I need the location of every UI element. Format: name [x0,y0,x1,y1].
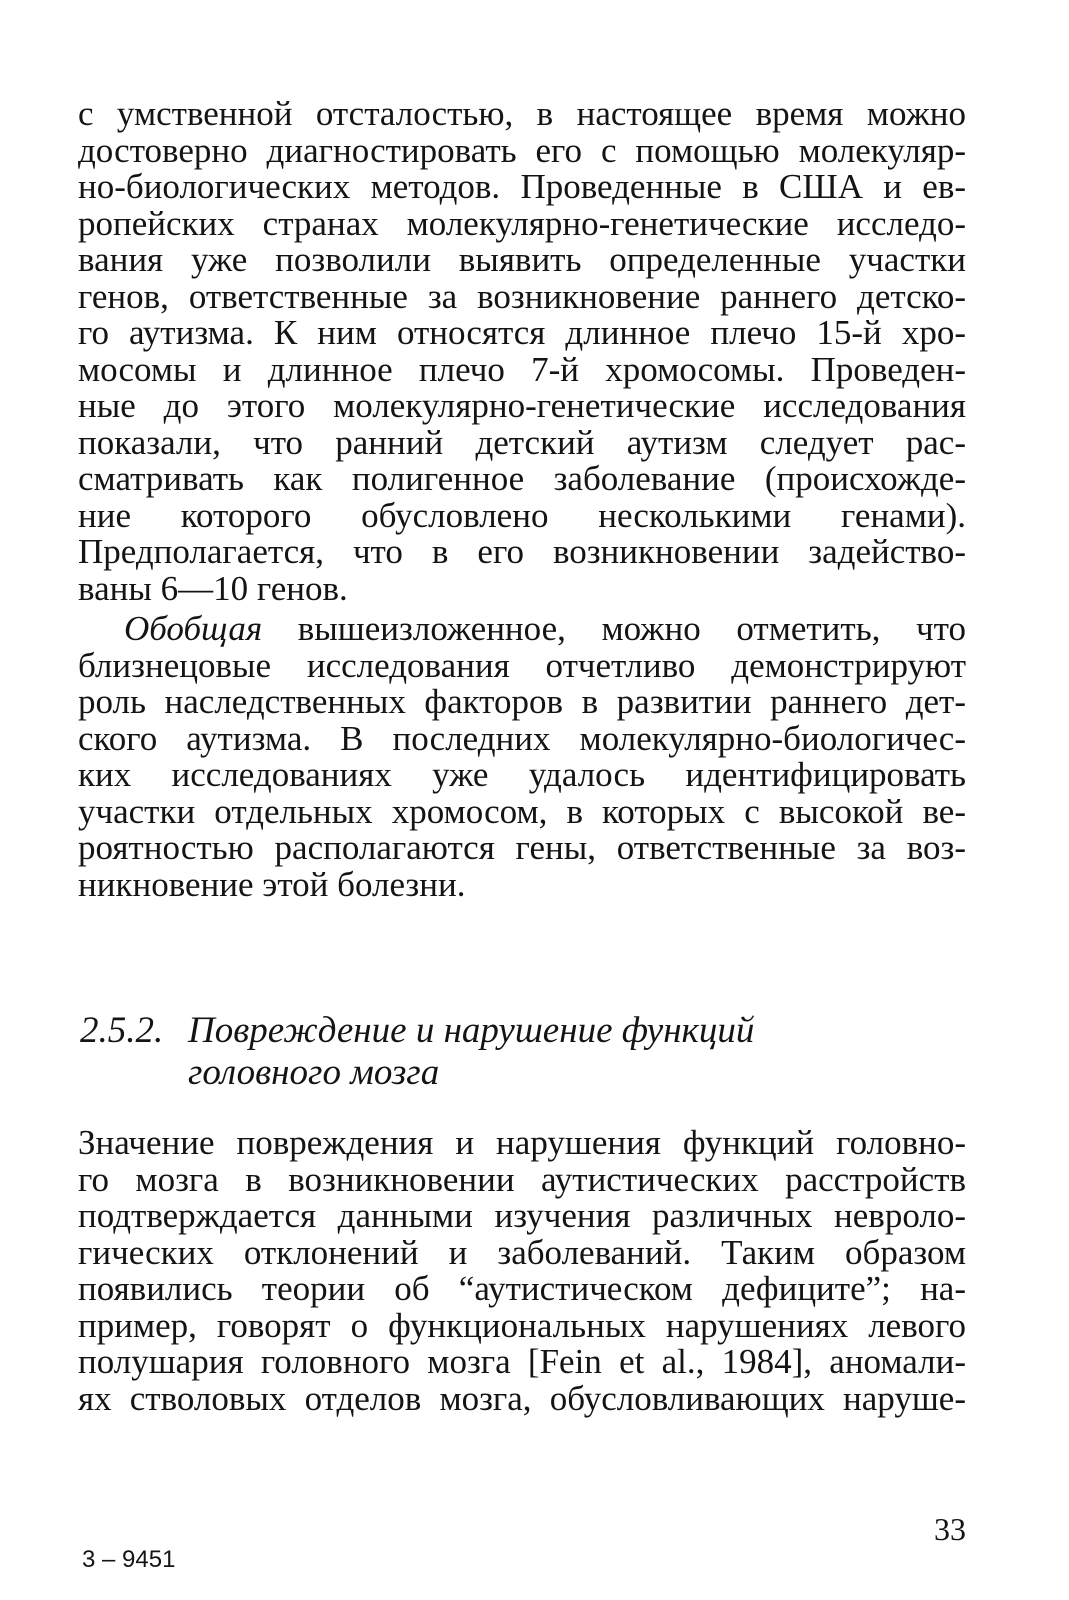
text-line: ние которого обусловлено несколькими генами). [78,495,966,535]
text-line: ского аутизма. В последних молекулярно-биологичес- [78,718,966,758]
summary-paragraph [78,611,966,903]
text-line: генов, ответственные за возникновение раннего детско- [78,276,966,316]
text-line: достоверно диагностировать его с помощью молекуляр- [78,130,966,170]
text-line: ропейских странах молекулярно-генетические исследо- [78,203,966,243]
page-number: 33 [934,1511,966,1547]
text-line: гических отклонений и заболеваний. Таким образом [78,1232,966,1272]
text-line: роятностью располагаются гены, ответственные за воз- [78,828,966,867]
text-line: Значение повреждения и нарушения функций головно- [78,1123,966,1162]
text-line: ные до этого молекулярно-генетические исследования [78,386,966,425]
text-line: с умственной отсталостью, в настоящее время можно [78,94,966,133]
text-line: близнецовые исследования отчетливо демонстрируют [78,645,966,685]
italic-lead-word: Обобщая [124,609,263,648]
printer-signature-mark: 3 – 9451 [82,1546,176,1573]
text-line: ваны 6—10 генов. [78,568,348,608]
section-title-line: головного мозга [188,1052,440,1093]
text-line: Предполагается, что в его возникновении задейство- [78,532,966,571]
intro-paragraph [78,96,966,607]
text-line: ях стволовых отделов мозга, обусловливающих наруше- [78,1378,966,1418]
text-line: го мозга в возникновении аутистических расстройств [78,1159,966,1199]
text-line: показали, что ранний детский аутизм следует рас- [78,422,966,462]
text-line: роль наследственных факторов в развитии раннего дет- [78,682,966,721]
text-line: мосомы и длинное плечо 7-й хромосомы. Проведен- [78,349,966,389]
section-title-line: Повреждение и нарушение функций [188,1010,755,1051]
text-line: вания уже позволили выявить определенные участки [78,240,966,279]
section-paragraph [78,1125,966,1417]
section-heading [80,1010,960,1094]
text-line: пример, говорят о функциональных нарушениях левого [78,1305,966,1345]
text-fragment: вышеизложенное, можно отметить, что [262,609,966,648]
text-line [78,611,966,648]
text-line: участки отдельных хромосом, в которых с высокой ве- [78,791,966,831]
text-line: никновение этой болезни. [78,864,466,904]
text-line: сматривать как полигенное заболевание (происхожде- [78,459,966,498]
text-line: полушария головного мозга [Fein et al., 1984], аномали- [78,1342,966,1381]
text-line: появились теории об “аутистическом дефиците”; на- [78,1269,966,1308]
text-line: но-биологических методов. Проведенные в США и ев- [78,167,966,206]
text-line: го аутизма. К ним относятся длинное плечо 15-й хро- [78,313,966,352]
text-line: подтверждается данными изучения различных невроло- [78,1196,966,1235]
text-line: ких исследованиях уже удалось идентифицировать [78,755,966,794]
section-number: 2.5.2. [80,1010,164,1051]
